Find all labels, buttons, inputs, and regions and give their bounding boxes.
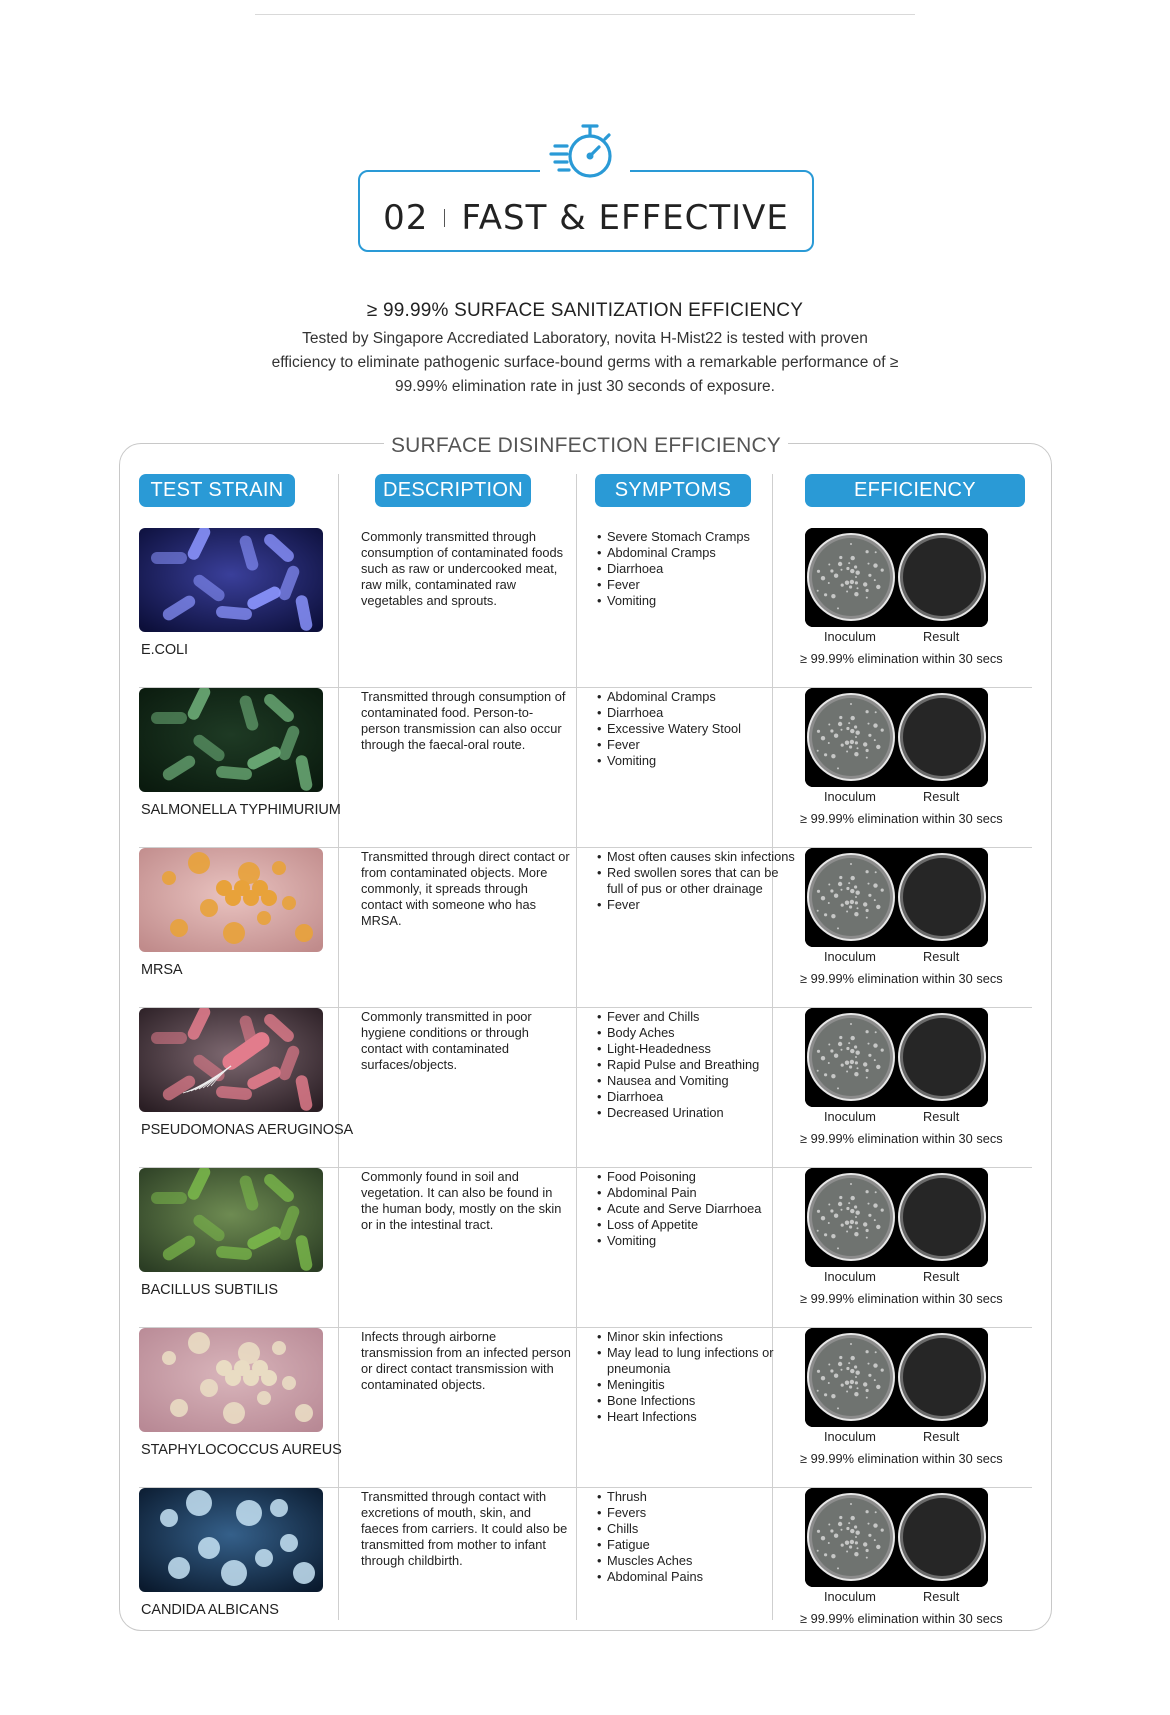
symptom-item: • Fever — [597, 737, 797, 753]
petri-dish-comparison-image — [805, 1168, 988, 1267]
symptom-item: • Fever — [597, 897, 797, 913]
result-label: Result — [923, 1269, 960, 1284]
strain-description: Transmitted through direct contact or from contaminated objects. More commonly, it spreads through contact with someone who has MRSA. — [361, 849, 570, 928]
efficiency-note: ≥ 99.99% elimination within 30 secs — [800, 1291, 1003, 1306]
symptom-list — [597, 1009, 797, 1121]
symptom-item: • Fatigue — [597, 1537, 797, 1553]
inoculum-label: Inoculum — [824, 1589, 876, 1604]
top-divider — [255, 14, 915, 15]
result-label: Result — [923, 1429, 960, 1444]
symptom-item: • Loss of Appetite — [597, 1217, 797, 1233]
strain-description: Commonly transmitted through consumption of contaminated foods such as raw or undercooked meat, raw milk, contaminated raw vegetables and sprouts. — [361, 529, 564, 608]
symptom-item: • Meningitis — [597, 1377, 797, 1393]
symptom-item: • Decreased Urination — [597, 1105, 797, 1121]
header-test-strain: TEST STRAIN — [139, 474, 295, 507]
symptom-item: • Minor skin infections — [597, 1329, 797, 1345]
symptom-item: • Bone Infections — [597, 1393, 797, 1409]
strain-image — [139, 1328, 323, 1432]
symptom-item: • Muscles Aches — [597, 1553, 797, 1569]
petri-dish-comparison-image — [805, 528, 988, 627]
intro-paragraph: Tested by Singapore Accrediated Laboratory, novita H-Mist22 is tested with proven efficiency to eliminate pathogenic surface-bound germs with a remarkable performance of ≥ 99.99% elimination rate in just 30 seconds of exposure. — [271, 330, 899, 395]
strain-row — [139, 528, 1031, 688]
petri-dish-comparison-image — [805, 1008, 988, 1107]
petri-dish-comparison-image — [805, 1488, 988, 1587]
symptom-list — [597, 1329, 797, 1425]
strain-name: E.COLI — [141, 642, 188, 658]
strain-row — [139, 1488, 1031, 1648]
strain-row — [139, 1168, 1031, 1328]
petri-dish-comparison-image — [805, 688, 988, 787]
symptom-item: • Abdominal Cramps — [597, 545, 797, 561]
strain-description: Commonly found in soil and vegetation. It can also be found in the human body, mostly on the skin or in the intestinal tract. — [361, 1169, 562, 1232]
strain-image — [139, 848, 323, 952]
inoculum-label: Inoculum — [824, 629, 876, 644]
inoculum-label: Inoculum — [824, 949, 876, 964]
strain-row — [139, 848, 1031, 1008]
section-title-text: FAST & EFFECTIVE — [461, 198, 789, 238]
strain-description: Transmitted through consumption of contaminated food. Person-to-person transmission can also occur through the faecal-oral route. — [361, 689, 566, 752]
symptom-item: • Rapid Pulse and Breathing — [597, 1057, 797, 1073]
efficiency-note: ≥ 99.99% elimination within 30 secs — [800, 811, 1003, 826]
symptom-item: • Nausea and Vomiting — [597, 1073, 797, 1089]
stopwatch-icon — [545, 112, 625, 192]
symptom-list — [597, 529, 797, 609]
symptom-list — [597, 1169, 797, 1249]
efficiency-note: ≥ 99.99% elimination within 30 secs — [800, 1451, 1003, 1466]
inoculum-label: Inoculum — [824, 1269, 876, 1284]
inoculum-label: Inoculum — [824, 1109, 876, 1124]
strain-description: Transmitted through contact with excretions of mouth, skin, and faeces from carriers. It could also be transmitted from mother to infant through childbirth. — [361, 1489, 568, 1568]
header-description: DESCRIPTION — [375, 474, 531, 507]
strain-row — [139, 1328, 1031, 1488]
strain-row — [139, 688, 1031, 848]
strain-name: PSEUDOMONAS AERUGINOSA — [141, 1122, 354, 1138]
result-label: Result — [923, 629, 960, 644]
symptom-item: • Fever — [597, 577, 797, 593]
result-label: Result — [923, 1589, 960, 1604]
symptom-item: • Severe Stomach Cramps — [597, 529, 797, 545]
efficiency-note: ≥ 99.99% elimination within 30 secs — [800, 1131, 1003, 1146]
symptom-item: • Red swollen sores that can be full of pus or other drainage — [597, 865, 797, 897]
symptom-item: • Diarrhoea — [597, 561, 797, 577]
section-title — [358, 198, 814, 238]
inoculum-label: Inoculum — [824, 789, 876, 804]
card-title: SURFACE DISINFECTION EFFICIENCY — [390, 434, 782, 457]
strain-image — [139, 1168, 323, 1272]
petri-dish-comparison-image — [805, 1328, 988, 1427]
efficiency-note: ≥ 99.99% elimination within 30 secs — [800, 651, 1003, 666]
strain-image — [139, 1488, 323, 1592]
efficiency-note: ≥ 99.99% elimination within 30 secs — [800, 971, 1003, 986]
symptom-item: • Vomiting — [597, 1233, 797, 1249]
strain-image — [139, 688, 323, 792]
symptom-item: • Abdominal Pain — [597, 1185, 797, 1201]
result-label: Result — [923, 1109, 960, 1124]
symptom-item: • Body Aches — [597, 1025, 797, 1041]
strain-name: BACILLUS SUBTILIS — [141, 1282, 278, 1298]
petri-dish-comparison-image — [805, 848, 988, 947]
strain-name: CANDIDA ALBICANS — [141, 1602, 279, 1618]
symptom-list — [597, 849, 797, 913]
symptom-item: • Acute and Serve Diarrhoea — [597, 1201, 797, 1217]
symptom-item: • Abdominal Cramps — [597, 689, 797, 705]
symptom-item: • Food Poisoning — [597, 1169, 797, 1185]
symptom-item: • Fevers — [597, 1505, 797, 1521]
symptom-list — [597, 689, 797, 769]
symptom-list — [597, 1489, 797, 1585]
symptom-item: • Chills — [597, 1521, 797, 1537]
header-symptoms: SYMPTOMS — [595, 474, 751, 507]
symptom-item: • Heart Infections — [597, 1409, 797, 1425]
header-efficiency: EFFICIENCY — [805, 474, 1025, 507]
symptom-item: • Diarrhoea — [597, 705, 797, 721]
symptom-item: • Most often causes skin infections — [597, 849, 797, 865]
result-label: Result — [923, 949, 960, 964]
symptom-item: • May lead to lung infections or pneumonia — [597, 1345, 797, 1377]
section-number: 02 — [383, 198, 429, 238]
symptom-item: • Fever and Chills — [597, 1009, 797, 1025]
result-label: Result — [923, 789, 960, 804]
strain-row — [139, 1008, 1031, 1168]
efficiency-note: ≥ 99.99% elimination within 30 secs — [800, 1611, 1003, 1626]
symptom-item: • Abdominal Pains — [597, 1569, 797, 1585]
headline: ≥ 99.99% SURFACE SANITIZATION EFFICIENCY — [366, 300, 804, 321]
strain-name: STAPHYLOCOCCUS AUREUS — [141, 1442, 342, 1458]
symptom-item: • Diarrhoea — [597, 1089, 797, 1105]
strain-image — [139, 1008, 323, 1112]
symptom-item: • Vomiting — [597, 593, 797, 609]
symptom-item: • Thrush — [597, 1489, 797, 1505]
strain-name: SALMONELLA TYPHIMURIUM — [141, 802, 341, 818]
strain-image — [139, 528, 323, 632]
strain-description: Commonly transmitted in poor hygiene conditions or through contact with contaminated surfaces/objects. — [361, 1009, 532, 1072]
symptom-item: • Light-Headedness — [597, 1041, 797, 1057]
strain-description: Infects through airborne transmission from an infected person or direct contact transmission with contaminated objects. — [361, 1329, 571, 1392]
inoculum-label: Inoculum — [824, 1429, 876, 1444]
symptom-item: • Excessive Watery Stool — [597, 721, 797, 737]
strain-name: MRSA — [141, 962, 183, 978]
symptom-item: • Vomiting — [597, 753, 797, 769]
